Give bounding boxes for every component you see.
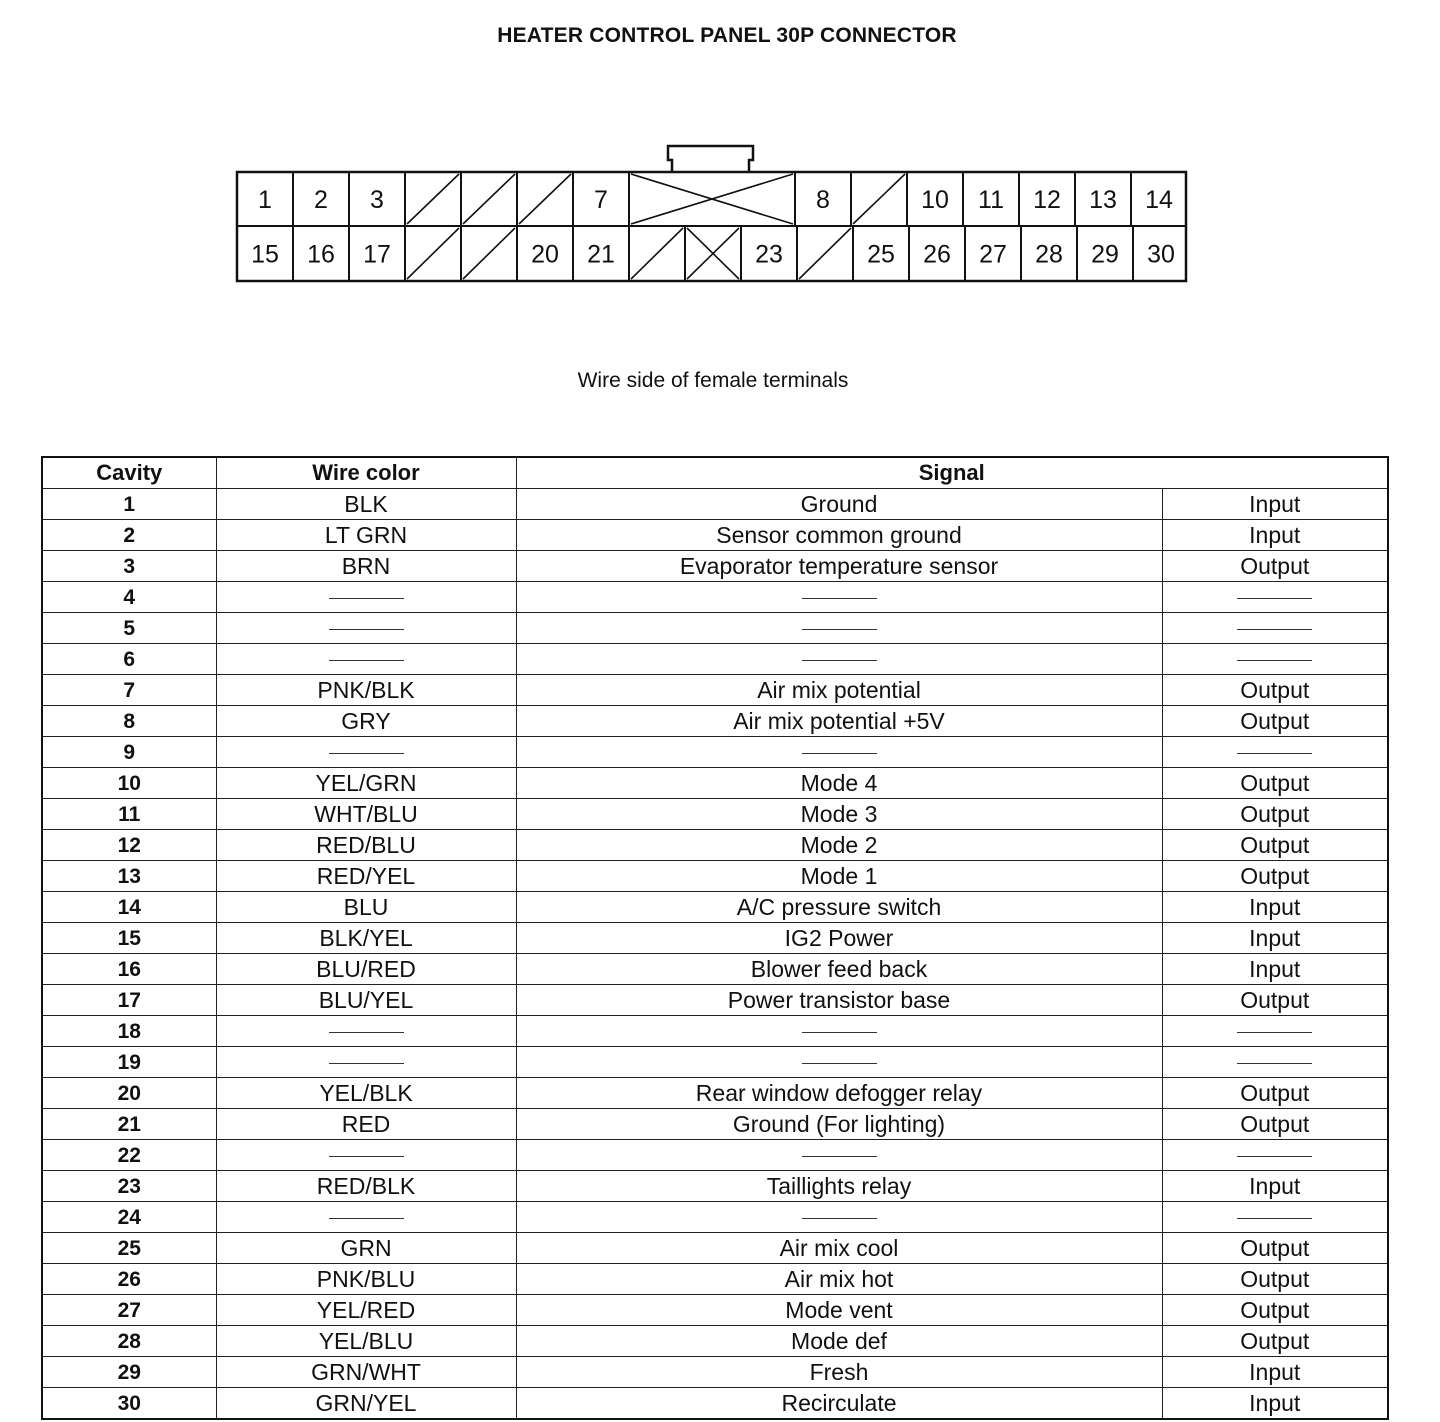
terminal-label: 27 [979,240,1007,269]
signal-cell: Mode vent [516,1295,1162,1326]
table-row [42,1078,1388,1109]
cavity-cell: 6 [42,644,216,675]
cavity-cell: 11 [42,799,216,830]
wire-color-cell: PNK/BLK [216,675,516,706]
empty-cavity-mark [463,228,515,279]
terminal-label: 16 [307,240,335,269]
terminal-label: 8 [816,186,830,214]
io-direction-cell: Input [1162,954,1388,985]
table-row [42,551,1388,582]
table-row [42,737,1388,768]
cavity-cell: 28 [42,1326,216,1357]
wire-color-cell: BLU/YEL [216,985,516,1016]
cavity-cell: 17 [42,985,216,1016]
terminal-label: 28 [1035,240,1063,269]
unused-dash [802,629,877,630]
table-row [42,1202,1388,1233]
table-row [42,861,1388,892]
signal-cell: Power transistor base [516,985,1162,1016]
terminal-label: 14 [1145,186,1173,214]
table-row [42,799,1388,830]
wire-color-header: Wire color [216,457,516,489]
signal-cell: A/C pressure switch [516,892,1162,923]
empty-cavity-mark [799,228,851,279]
cavity-cell: 25 [42,1233,216,1264]
cavity-cell: 16 [42,954,216,985]
unused-dash [329,629,404,630]
cavity-cell: 23 [42,1171,216,1202]
signal-cell: Taillights relay [516,1171,1162,1202]
empty-cavity-mark [853,174,905,224]
table-row [42,1171,1388,1202]
table-row [42,675,1388,706]
wire-color-cell: YEL/BLK [216,1078,516,1109]
table-row [42,892,1388,923]
wire-color-cell: GRN [216,1233,516,1264]
signal-cell: Mode 2 [516,830,1162,861]
cavity-cell: 22 [42,1140,216,1171]
io-direction-cell [1162,1016,1388,1047]
table-row [42,985,1388,1016]
empty-cavity-mark [407,174,459,224]
io-direction-cell: Input [1162,1388,1388,1420]
table-row [42,923,1388,954]
wire-color-cell: RED/BLK [216,1171,516,1202]
signal-cell: Air mix potential [516,675,1162,706]
terminal-label: 26 [923,240,951,269]
table-row [42,1295,1388,1326]
io-direction-cell: Output [1162,1109,1388,1140]
table-row [42,706,1388,737]
table-row [42,954,1388,985]
unused-dash [1237,1063,1312,1064]
io-direction-cell: Output [1162,985,1388,1016]
table-row [42,1047,1388,1078]
wire-color-cell: GRY [216,706,516,737]
signal-cell: Blower feed back [516,954,1162,985]
terminal-label: 13 [1089,186,1117,214]
io-direction-cell: Output [1162,799,1388,830]
signal-cell: Air mix cool [516,1233,1162,1264]
unused-dash [329,1156,404,1157]
cavity-cell: 4 [42,582,216,613]
unused-dash [1237,1156,1312,1157]
signal-cell [516,737,1162,768]
table-row [42,1264,1388,1295]
cavity-cell: 24 [42,1202,216,1233]
table-row [42,1140,1388,1171]
io-direction-cell: Input [1162,892,1388,923]
table-row [42,613,1388,644]
terminal-label: 2 [314,186,328,214]
io-direction-cell: Output [1162,1264,1388,1295]
wire-color-cell [216,1016,516,1047]
unused-dash [802,598,877,599]
unused-dash [802,1156,877,1157]
empty-cavity-mark [463,174,515,224]
io-direction-cell: Output [1162,551,1388,582]
cavity-cell: 13 [42,861,216,892]
wire-color-cell: BLK [216,489,516,520]
io-direction-cell: Input [1162,1171,1388,1202]
table-row [42,768,1388,799]
table-row [42,1357,1388,1388]
io-direction-cell: Output [1162,830,1388,861]
cavity-cell: 19 [42,1047,216,1078]
signal-cell: Fresh [516,1357,1162,1388]
io-direction-cell: Output [1162,1295,1388,1326]
wire-color-cell: YEL/BLU [216,1326,516,1357]
unused-dash [329,753,404,754]
signal-cell: Mode 1 [516,861,1162,892]
wire-color-cell: BRN [216,551,516,582]
unused-dash [1237,753,1312,754]
unused-dash [802,1063,877,1064]
empty-cavity-mark [407,228,459,279]
wire-color-cell: LT GRN [216,520,516,551]
table-row [42,520,1388,551]
connector-latch [668,146,753,172]
io-direction-cell [1162,737,1388,768]
cavity-cell: 18 [42,1016,216,1047]
wire-color-cell: BLU [216,892,516,923]
io-direction-cell: Input [1162,520,1388,551]
signal-cell: Air mix hot [516,1264,1162,1295]
cavity-header: Cavity [42,457,216,489]
empty-cavity-mark [519,174,571,224]
cavity-cell: 15 [42,923,216,954]
wire-color-cell: RED/BLU [216,830,516,861]
unused-dash [329,598,404,599]
cavity-cell: 12 [42,830,216,861]
terminal-label: 20 [531,240,559,269]
signal-cell: Recirculate [516,1388,1162,1420]
io-direction-cell: Output [1162,675,1388,706]
unused-dash [802,753,877,754]
signal-cell: Mode def [516,1326,1162,1357]
unused-dash [329,1218,404,1219]
table-row [42,1016,1388,1047]
terminal-label: 23 [755,240,783,269]
terminal-label: 11 [978,186,1004,214]
empty-cavity-mark [631,228,683,279]
signal-cell: Rear window defogger relay [516,1078,1162,1109]
io-direction-cell [1162,582,1388,613]
table-row [42,1109,1388,1140]
io-direction-cell: Output [1162,768,1388,799]
io-direction-cell: Input [1162,923,1388,954]
unused-dash [329,660,404,661]
cavity-cell: 27 [42,1295,216,1326]
signal-cell: Mode 4 [516,768,1162,799]
wire-color-cell [216,1047,516,1078]
terminal-label: 25 [867,240,895,269]
terminal-label: 3 [370,186,384,214]
signal-cell: Sensor common ground [516,520,1162,551]
diagram-title: HEATER CONTROL PANEL 30P CONNECTOR [497,24,957,47]
pinout-table [41,456,1389,1420]
cavity-cell: 3 [42,551,216,582]
io-direction-cell [1162,1140,1388,1171]
table-row [42,830,1388,861]
signal-cell [516,1016,1162,1047]
signal-cell: Ground [516,489,1162,520]
unused-dash [802,1032,877,1033]
cavity-cell: 7 [42,675,216,706]
unused-dash [1237,1032,1312,1033]
table-row [42,489,1388,520]
cavity-cell: 26 [42,1264,216,1295]
cavity-cell: 14 [42,892,216,923]
unused-dash [1237,598,1312,599]
io-direction-cell: Input [1162,1357,1388,1388]
io-direction-cell [1162,1047,1388,1078]
wire-color-cell [216,1140,516,1171]
io-direction-cell: Output [1162,1078,1388,1109]
wire-color-cell [216,613,516,644]
io-direction-cell [1162,644,1388,675]
io-direction-cell: Output [1162,1233,1388,1264]
wire-color-cell [216,1202,516,1233]
cavity-cell: 2 [42,520,216,551]
cavity-cell: 10 [42,768,216,799]
wire-color-cell: YEL/GRN [216,768,516,799]
signal-cell [516,613,1162,644]
table-row [42,1388,1388,1420]
unused-dash [1237,1218,1312,1219]
table-header-row [42,457,1388,489]
terminal-label: 10 [921,186,949,214]
unused-dash [802,1218,877,1219]
unused-dash [329,1063,404,1064]
signal-cell [516,1047,1162,1078]
io-direction-cell: Input [1162,489,1388,520]
signal-header: Signal [516,457,1388,489]
signal-cell [516,1202,1162,1233]
terminal-label: 1 [258,186,272,214]
cavity-cell: 1 [42,489,216,520]
io-direction-cell [1162,1202,1388,1233]
terminal-label: 15 [251,240,279,269]
wire-color-cell: BLK/YEL [216,923,516,954]
wire-color-cell [216,644,516,675]
table-row [42,644,1388,675]
signal-cell: Evaporator temperature sensor [516,551,1162,582]
connector-caption: Wire side of female terminals [577,369,849,392]
wire-color-cell: PNK/BLU [216,1264,516,1295]
io-direction-cell [1162,613,1388,644]
unused-dash [329,1032,404,1033]
wire-color-cell: RED [216,1109,516,1140]
connector-diagram [0,0,1440,300]
unused-dash [802,660,877,661]
io-direction-cell: Output [1162,706,1388,737]
table-row [42,1326,1388,1357]
signal-cell: IG2 Power [516,923,1162,954]
cavity-cell: 30 [42,1388,216,1420]
wire-color-cell: BLU/RED [216,954,516,985]
wire-color-cell [216,737,516,768]
signal-cell: Air mix potential +5V [516,706,1162,737]
terminal-label: 12 [1033,186,1061,214]
terminal-label: 30 [1147,240,1175,269]
terminal-label: 21 [587,240,615,269]
signal-cell: Mode 3 [516,799,1162,830]
signal-cell [516,582,1162,613]
wire-color-cell [216,582,516,613]
wire-color-cell: GRN/WHT [216,1357,516,1388]
terminal-label: 7 [594,186,608,214]
signal-cell [516,644,1162,675]
table-row [42,582,1388,613]
cavity-cell: 20 [42,1078,216,1109]
unused-dash [1237,660,1312,661]
terminal-label: 29 [1091,240,1119,269]
terminal-label: 17 [363,240,391,269]
cavity-cell: 29 [42,1357,216,1388]
signal-cell: Ground (For lighting) [516,1109,1162,1140]
wire-color-cell: WHT/BLU [216,799,516,830]
unused-dash [1237,629,1312,630]
io-direction-cell: Output [1162,1326,1388,1357]
table-row [42,1233,1388,1264]
cavity-cell: 9 [42,737,216,768]
wire-color-cell: GRN/YEL [216,1388,516,1420]
io-direction-cell: Output [1162,861,1388,892]
cavity-cell: 5 [42,613,216,644]
wire-color-cell: RED/YEL [216,861,516,892]
signal-cell [516,1140,1162,1171]
wire-color-cell: YEL/RED [216,1295,516,1326]
cavity-cell: 21 [42,1109,216,1140]
cavity-cell: 8 [42,706,216,737]
